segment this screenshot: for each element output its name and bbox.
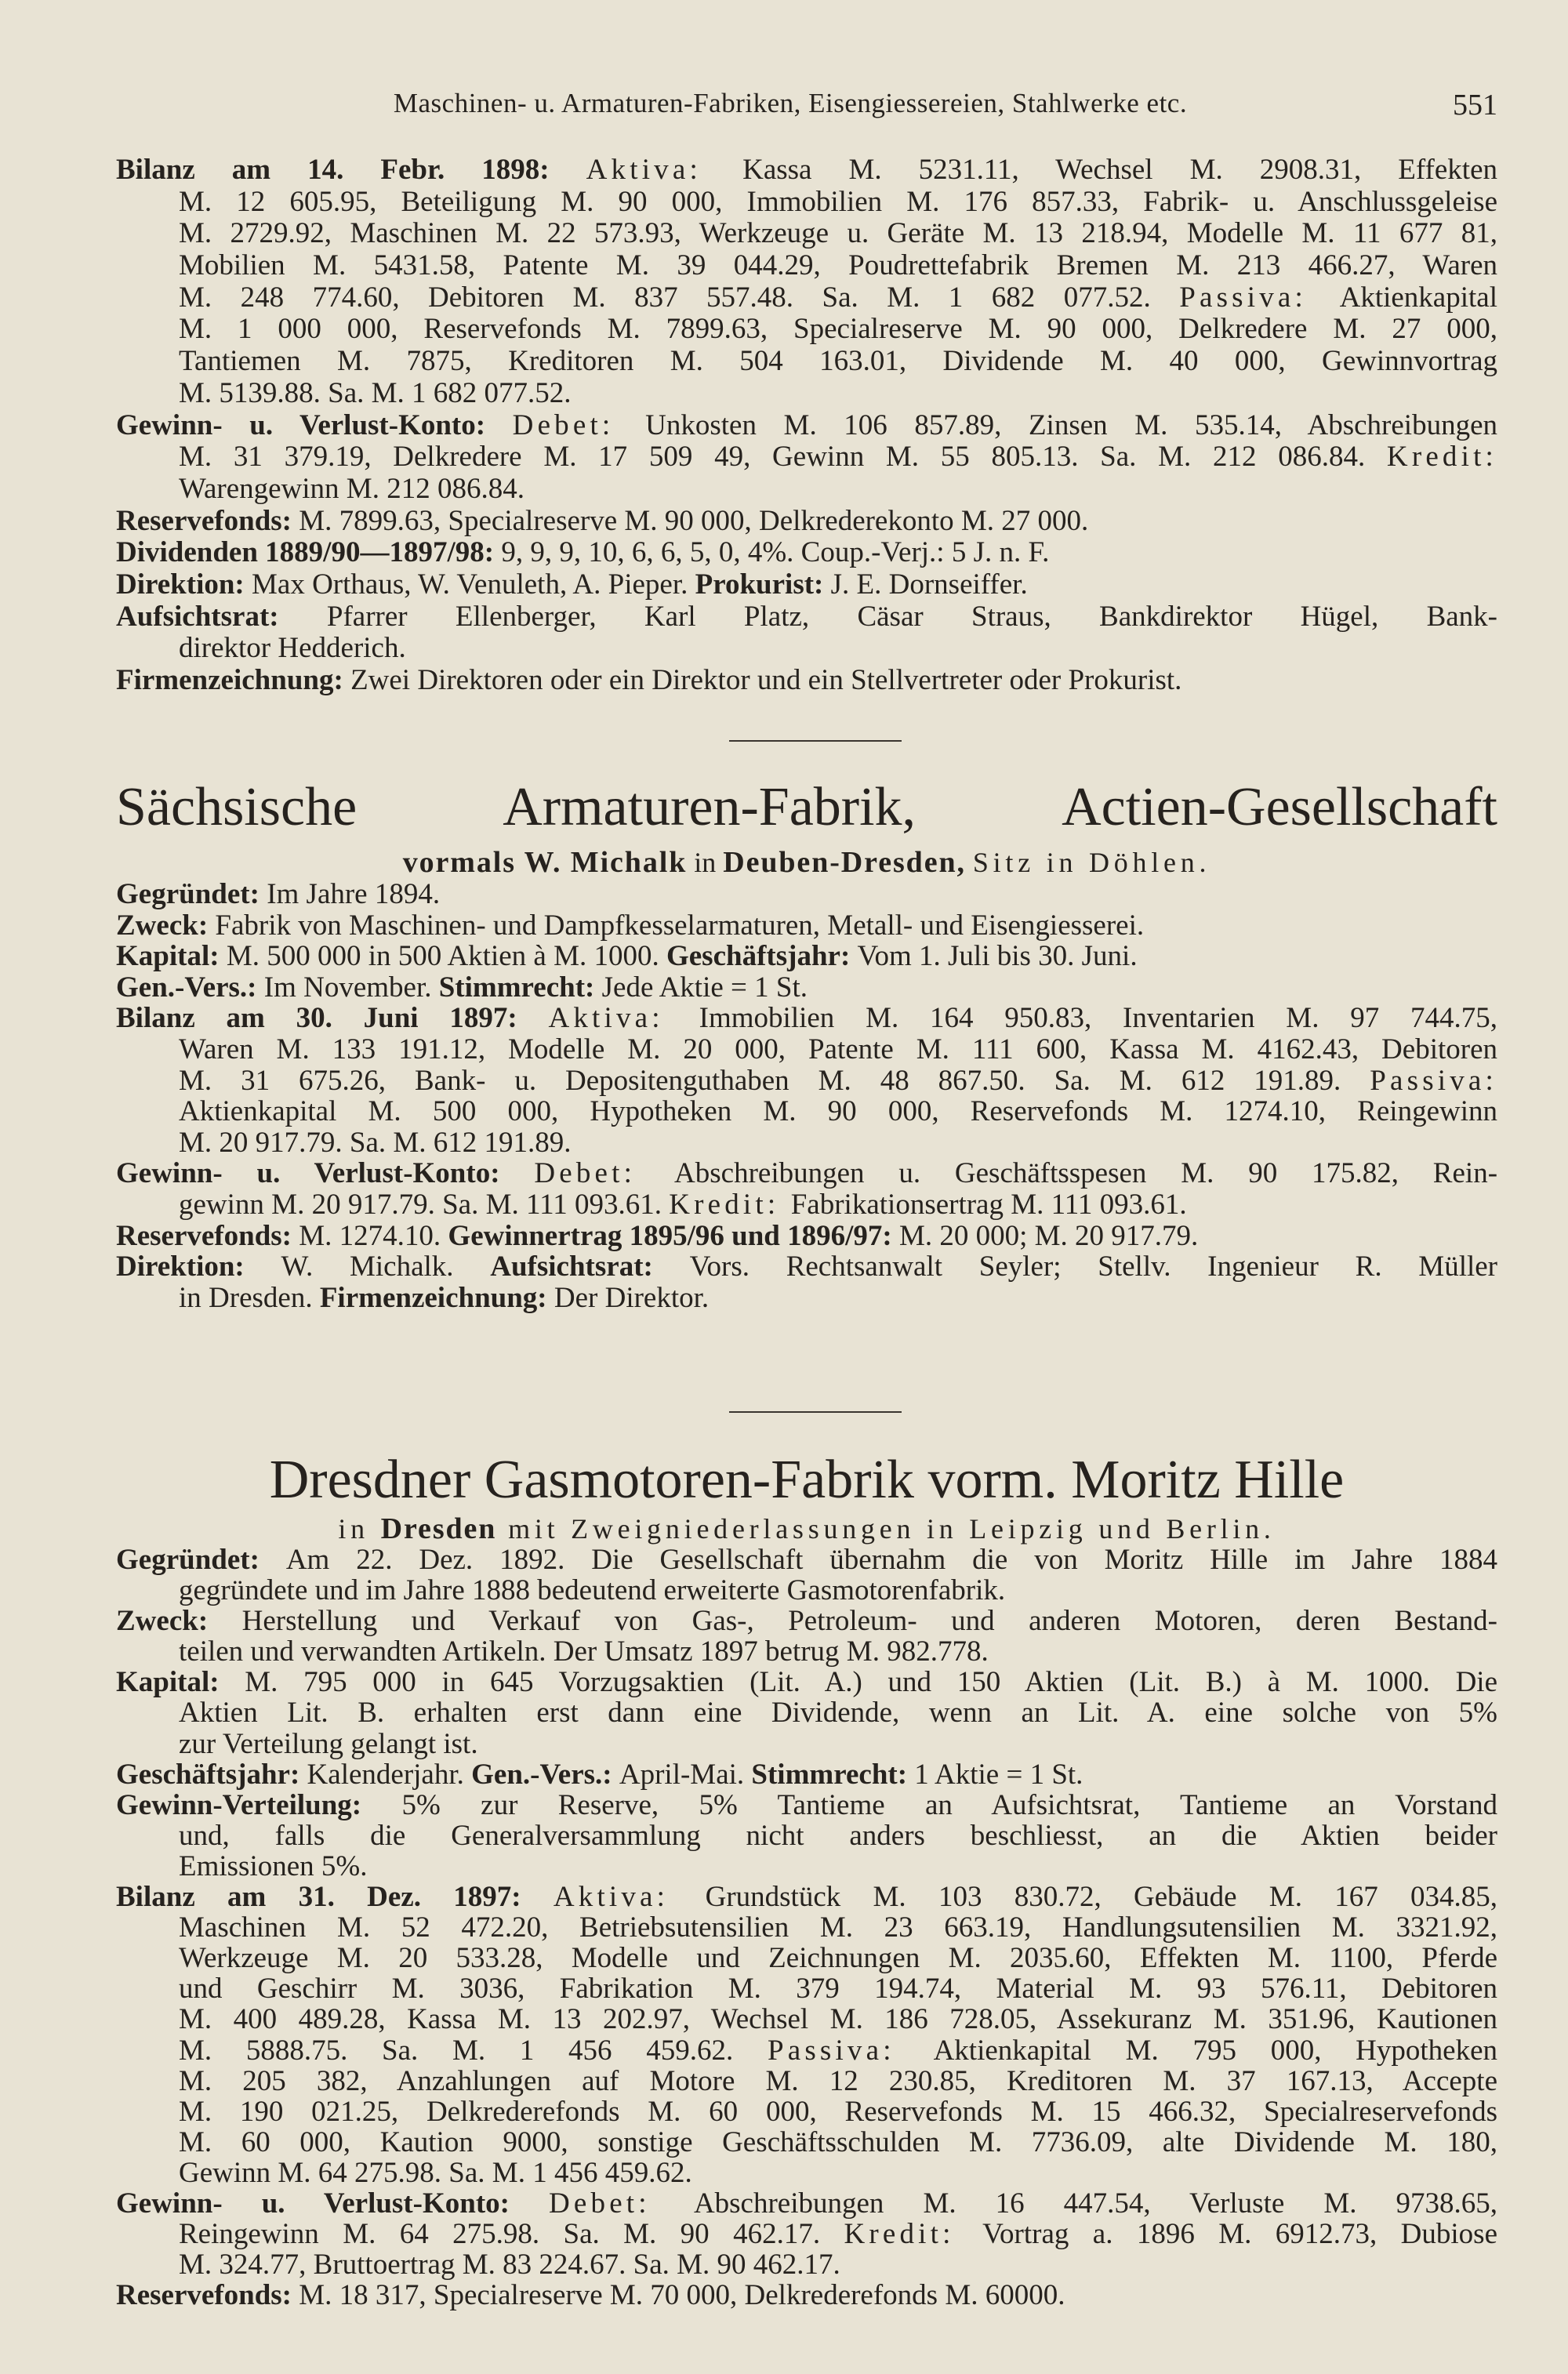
bold-label: Geschäftsjahr: [666,940,858,973]
text-line [116,601,1497,633]
text-run: Pfarrer Ellenberger, Karl Platz, Cäsar Straus, Bankdirektor Hügel, Bank- [326,600,1497,633]
text-run: Im Jahre 1894. [267,878,441,910]
text-run: Aktienkapital M. 795 000, Hypotheken [933,2034,1497,2067]
entry-paragraph [116,1003,1497,1158]
entry-paragraph [116,569,1497,601]
text-line [116,537,1497,569]
text-line [116,879,1497,910]
text-line [116,474,1497,506]
bold-label: Gewinn-Verteilung: [116,1788,402,1821]
bold-label: Dresden [380,1512,497,1545]
text-run: Reingewinn M. 64 275.98. Sa. M. 90 462.17. [179,2218,844,2251]
text-line [116,218,1497,250]
text-line [116,1912,1497,1943]
text-run: M. 7899.63, Specialreserve M. 90 000, Delkrederekonto M. 27 000. [299,504,1089,537]
text-run: Warengewinn M. 212 086.84. [179,472,524,505]
text-run: teilen und verwandten Artikeln. Der Umsatz 1897 betrug M. 982.778. [179,1635,989,1668]
text-run: April-Mai. [619,1758,752,1791]
bold-label: Bilanz am 30. Juni 1897: [116,1002,549,1035]
text-run: zur Verteilung gelangt ist. [179,1727,478,1760]
text-run: M. 20 000; M. 20 917.79. [898,1219,1199,1252]
text-run: Grundstück M. 103 830.72, Gebäude M. 167 034.85, [705,1881,1498,1914]
entry-paragraph [116,537,1497,569]
text-line [116,569,1497,601]
company-subtitle [116,845,1497,880]
text-run: Unkosten M. 106 857.89, Zinsen M. 535.14, Abschreibungen [645,408,1497,441]
text-run: M. 5139.88. Sa. M. 1 682 077.52. [179,376,572,409]
text-line [116,2066,1497,2096]
entry-paragraph [116,941,1497,972]
text-run: M. 795 000 in 645 Vorzugsaktien (Lit. A.) und 150 Aktien (Lit. B.) à M. 1000. Die [245,1666,1497,1699]
text-run: Zwei Direktoren oder ein Direktor und ein Stellvertreter oder Prokurist. [350,664,1182,696]
text-line [116,1943,1497,1973]
text-run: 5% zur Reserve, 5% Tantieme an Aufsichtsrat, Tantieme an Vorstand [401,1788,1497,1821]
text-line [116,250,1497,282]
entry-paragraph [116,910,1497,942]
text-line [116,2127,1497,2158]
text-run: gewinn M. 20 917.79. Sa. M. 111 093.61. [179,1188,670,1221]
text-run: Vom 1. Juli bis 30. Juni. [857,940,1138,973]
text-run: Jede Aktie = 1 St. [601,971,808,1004]
bold-label: Gewinnertrag 1895/96 und 1896/97: [448,1219,899,1252]
section-divider [729,1411,902,1413]
text-line [116,972,1497,1004]
bold-label: Stimmrecht: [438,971,602,1004]
entry-paragraph [116,1606,1497,1667]
text-run: Aktien Lit. B. erhalten erst dann eine Dividende, wenn an Lit. A. eine solche von 5% [179,1697,1497,1730]
entry-body [116,879,1497,1313]
text-line [116,1034,1497,1065]
text-run: Aktienkapital M. 500 000, Hypotheken M. 90 000, Reservefonds M. 1274.10, Reingewinn [179,1095,1497,1128]
text-run: Fabrikationsertrag M. 111 093.61. [790,1188,1187,1221]
text-run: Gewinn M. 64 275.98. Sa. M. 1 456 459.62. [179,2156,692,2189]
text-run: M. 324.77, Bruttoertrag M. 83 224.67. Sa. M. 90 462.17. [179,2249,840,2281]
text-run: M. 190 021.25, Delkrederefonds M. 60 000, Reservefonds M. 15 466.32, Specialreservefonds [179,2095,1497,2128]
text-line [116,506,1497,538]
bold-label: Gewinn- u. Verlust-Konto: [116,1157,535,1190]
text-line [116,2158,1497,2188]
text-run: J. E. Dornseiffer. [830,568,1028,601]
text-run: Vortrag a. 1896 M. 6912.73, Dubiose [982,2218,1497,2251]
bold-label: Direktion: [116,568,252,601]
text-run: Abschreibungen M. 16 447.54, Verluste M. 9738.65, [693,2187,1497,2220]
bold-label: Gegründet: [116,1544,286,1576]
text-line [116,2096,1497,2127]
entry-paragraph [116,154,1497,410]
text-line [116,1636,1497,1667]
entry-paragraph [116,665,1497,697]
text-line [116,346,1497,378]
entry-paragraph [116,2280,1497,2310]
text-run: direktor Hedderich. [179,632,406,665]
company-subtitle [116,1512,1497,1546]
entry-paragraph [116,1251,1497,1313]
text-run: M. 2729.92, Maschinen M. 22 573.93, Werkzeuge u. Geräte M. 13 218.94, Modelle M. 11 677 81, [179,217,1497,250]
bold-label: Firmenzeichnung: [319,1281,554,1314]
text-run: und, falls die Generalversammlung nicht anders beschliesst, an die Aktien beider [179,1819,1497,1852]
entry-paragraph [116,1158,1497,1220]
text-run: M. 5888.75. Sa. M. 1 456 459.62. [179,2034,768,2067]
bold-label: Reservefonds: [116,1219,299,1252]
bold-label: Gen.-Vers.: [471,1758,619,1791]
text-line [116,1545,1497,1575]
bold-label: Bilanz am 31. Dez. 1897: [116,1881,554,1914]
text-run: Abschreibungen u. Geschäftsspesen M. 90 175.82, Rein- [674,1157,1498,1190]
text-line [116,1096,1497,1127]
text-run: Emissionen 5%. [179,1849,368,1882]
bold-label: Reservefonds: [116,2279,299,2312]
bold-label: Zweck: [116,909,216,942]
text-line [116,1973,1497,2004]
entry-paragraph [116,1667,1497,1759]
text-line [116,314,1497,346]
text-run: W. Michalk. [281,1251,491,1283]
entry-paragraph [116,410,1497,506]
running-header [116,88,1497,127]
text-run: Im November. [263,971,439,1004]
text-run: M. 12 605.95, Beteiligung M. 90 000, Immobilien M. 176 857.33, Fabrik- u. Anschlussgeleise [179,185,1497,218]
spaced-text: Aktiva: [586,154,743,186]
text-run: Kalenderjahr. [307,1758,472,1791]
entry-paragraph [116,1790,1497,1882]
spaced-text: Kredit: [844,2218,983,2251]
text-line [116,633,1497,665]
text-run: Der Direktor. [554,1281,710,1314]
text-run: Maschinen M. 52 472.20, Betriebsutensilien M. 23 663.19, Handlungsutensilien M. 3321.92, [179,1911,1497,1944]
text-run: 9, 9, 9, 10, 6, 6, 5, 0, 4%. Coup.-Verj.: 5 J. n. F. [501,536,1050,569]
bold-label: Direktion: [116,1251,281,1283]
text-line [116,1697,1497,1728]
text-run: 1 Aktie = 1 St. [914,1758,1083,1791]
bold-label: Aufsichtsrat: [116,600,327,633]
text-line [116,1127,1497,1159]
bold-label: Gegründet: [116,878,267,910]
text-line [116,2249,1497,2280]
text-run: gegründete und im Jahre 1888 bedeutend erweiterte Gasmotorenfabrik. [179,1574,1006,1607]
bold-label: Dividenden 1889/90—1897/98: [116,536,502,569]
text-line [116,2280,1497,2310]
spaced-text: Aktiva: [548,1002,699,1035]
text-run: M. 205 382, Anzahlungen auf Motore M. 12 230.85, Kreditoren M. 37 167.13, Accepte [179,2064,1497,2097]
spaced-text: Sitz in Döhlen. [972,847,1211,878]
spaced-text: Aktiva: [553,1881,706,1914]
text-line [116,1882,1497,1912]
spaced-text: Kredit: [669,1188,791,1221]
text-line [116,1283,1497,1314]
text-run: Vors. Rechtsanwalt Seyler; Stellv. Ingenieur R. Müller [689,1251,1497,1283]
text-run: in Dresden. [179,1281,320,1314]
text-run: M. 20 917.79. Sa. M. 612 191.89. [179,1126,572,1159]
text-line [116,1790,1497,1820]
text-run: M. 31 379.19, Delkredere M. 17 509 49, Gewinn M. 55 805.13. Sa. M. 212 086.84. [179,441,1387,474]
entry-paragraph [116,2188,1497,2280]
text-line [116,1575,1497,1606]
text-run: Max Orthaus, W. Venuleth, A. Pieper. [252,568,695,601]
company-title: Dresdner Gasmotoren-Fabrik vorm. Moritz Hille [269,1450,1345,1510]
text-line [116,1667,1497,1697]
text-line [116,1003,1497,1034]
text-line [116,2035,1497,2066]
text-line [116,410,1497,442]
entry-body [116,154,1497,697]
spaced-text: Debet: [549,2187,694,2220]
text-run: in [687,847,724,878]
bold-label: Gewinn- u. Verlust-Konto: [116,408,513,441]
text-run: Herstellung und Verkauf von Gas-, Petroleum- und anderen Motoren, deren Bestand- [241,1605,1497,1638]
text-line [116,2004,1497,2035]
bold-label: Bilanz am 14. Febr. 1898: [116,154,586,186]
entry-paragraph [116,1759,1497,1790]
entry-paragraph [116,1882,1497,2188]
bold-label: Kapital: [116,940,227,973]
text-line [116,1729,1497,1759]
spaced-text: Passiva: [767,2034,934,2067]
bold-label: Gewinn- u. Verlust-Konto: [116,2187,550,2220]
text-line [116,2188,1497,2219]
text-run: M. 1274.10. [299,1219,448,1252]
text-line [116,1606,1497,1636]
text-run: Fabrik von Maschinen- und Dampfkesselarmaturen, Metall- und Eisengiesserei. [215,909,1145,942]
entry-paragraph [116,1545,1497,1606]
entry-paragraph [116,506,1497,538]
section-divider [729,740,902,742]
text-run: M. 60 000, Kaution 9000, sonstige Geschäftsschulden M. 7736.09, alte Dividende M. 180, [179,2125,1497,2158]
entry-body [116,1545,1497,2310]
entry-paragraph [116,879,1497,910]
running-title: Maschinen- u. Armaturen-Fabriken, Eisengiessereien, Stahlwerke etc. [393,88,1188,118]
bold-label: Zweck: [116,1605,242,1638]
text-line [116,154,1497,187]
bold-label: Firmenzeichnung: [116,664,351,696]
bold-label: vormals W. Michalk [402,846,688,879]
text-run: M. 31 675.26, Bank- u. Depositenguthaben M. 48 867.50. Sa. M. 612 191.89. [179,1064,1370,1097]
spaced-text: Kredit: [1386,441,1497,474]
text-run: Mobilien M. 5431.58, Patente M. 39 044.29, Poudrettefabrik Bremen M. 213 466.27, Waren [179,249,1497,282]
spaced-text: Debet: [534,1157,675,1190]
spaced-text: Passiva: [1370,1064,1497,1097]
bold-label: Kapital: [116,1666,245,1699]
page-number: 551 [1453,89,1497,122]
text-line [116,1189,1497,1221]
bold-label: Prokurist: [695,568,831,601]
text-run: Aktienkapital [1339,281,1497,314]
text-line [116,1158,1497,1189]
spaced-text: mit Zweigniederlassungen in Leipzig und Berlin. [496,1513,1276,1545]
spaced-text: in [338,1513,381,1545]
text-line [116,282,1497,314]
text-run: Am 22. Dez. 1892. Die Gesellschaft übernahm die von Moritz Hille im Jahre 1884 [285,1544,1497,1576]
text-run: Werkzeuge M. 20 533.28, Modelle und Zeichnungen M. 2035.60, Effekten M. 1100, Pferde [179,1942,1497,1975]
text-line [116,1851,1497,1882]
entry-paragraph [116,972,1497,1004]
company-title: Sächsische Armaturen-Fabrik, Actien-Gesellschaft [116,777,1497,837]
bold-label: Aufsichtsrat: [490,1251,690,1283]
text-line [116,378,1497,410]
text-run: Immobilien M. 164 950.83, Inventarien M. 97 744.75, [699,1002,1497,1035]
text-line [116,1820,1497,1851]
bold-label: Stimmrecht: [751,1758,915,1791]
text-line [116,441,1497,474]
spaced-text: Passiva: [1179,281,1340,314]
text-run: und Geschirr M. 3036, Fabrikation M. 379 194.74, Material M. 93 576.11, Debitoren [179,1973,1497,2006]
text-run: M. 500 000 in 500 Aktien à M. 1000. [226,940,666,973]
entry-paragraph [116,1221,1497,1252]
entry-paragraph [116,601,1497,665]
text-line [116,1759,1497,1790]
bold-label: Reservefonds: [116,504,299,537]
text-line [116,941,1497,972]
text-line [116,1065,1497,1097]
text-run: M. 400 489.28, Kassa M. 13 202.97, Wechsel M. 186 728.05, Assekuranz M. 351.96, Kautionen [179,2003,1497,2036]
text-line [116,2219,1497,2249]
text-line [116,187,1497,219]
text-line [116,1221,1497,1252]
bold-label: Gen.-Vers.: [116,971,264,1004]
text-run [966,847,973,878]
bold-label: Deuben-Dresden, [723,846,966,879]
text-run: M. 18 317, Specialreserve M. 70 000, Delkrederefonds M. 60000. [299,2279,1065,2312]
bold-label: Geschäftsjahr: [116,1758,307,1791]
spaced-text: Debet: [512,408,646,441]
text-run: Tantiemen M. 7875, Kreditoren M. 504 163.01, Dividende M. 40 000, Gewinnvortrag [179,345,1497,378]
text-run: M. 1 000 000, Reservefonds M. 7899.63, Specialreserve M. 90 000, Delkredere M. 27 000, [179,313,1497,346]
text-run: Waren M. 133 191.12, Modelle M. 20 000, Patente M. 111 600, Kassa M. 4162.43, Debitoren [179,1033,1497,1065]
text-line [116,910,1497,942]
text-run: Kassa M. 5231.11, Wechsel M. 2908.31, Effekten [742,154,1497,186]
text-run: M. 248 774.60, Debitoren M. 837 557.48. Sa. M. 1 682 077.52. [179,281,1180,314]
text-line [116,665,1497,697]
text-line [116,1251,1497,1283]
